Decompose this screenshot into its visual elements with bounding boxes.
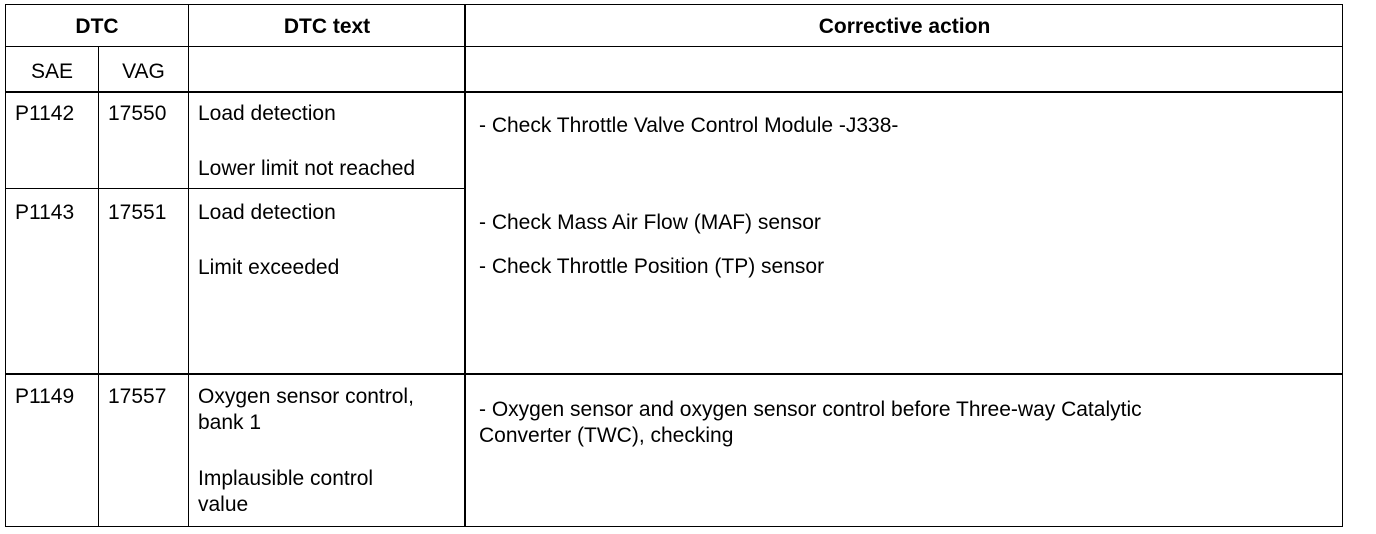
action-oxygen-sensor-line2: Converter (TWC), checking (479, 424, 734, 447)
header-corrective-action: Corrective action (818, 15, 991, 38)
vline-sae-vag (98, 46, 99, 527)
row1-sae: P1142 (15, 102, 75, 125)
row3-vag: 17557 (108, 385, 167, 408)
row3-text-line1: Oxygen sensor control, (198, 385, 414, 408)
row3-sae: P1149 (15, 385, 75, 408)
row3-text-line3: Implausible control (198, 467, 374, 490)
hline-group2 (5, 373, 1343, 375)
row2-text-line1: Load detection (198, 201, 336, 224)
row3-text-line2: bank 1 (198, 411, 262, 434)
header-dtc-text: DTC text (283, 15, 371, 38)
action-oxygen-sensor-line1: - Oxygen sensor and oxygen sensor control before Three-way Catalytic (479, 398, 1142, 421)
header-dtc: DTC (75, 15, 119, 38)
hline-header (5, 46, 1343, 47)
row2-vag: 17551 (108, 201, 167, 224)
action-check-throttle-valve: - Check Throttle Valve Control Module -J338- (479, 114, 899, 137)
hline-row1-row2 (5, 188, 465, 189)
row1-text-line2: Lower limit not reached (198, 157, 416, 180)
vline-text-action (464, 4, 466, 527)
row3-text-line4: value (198, 493, 249, 516)
action-check-tp-sensor: - Check Throttle Position (TP) sensor (479, 255, 825, 278)
subheader-sae: SAE (30, 60, 74, 83)
hline-subheader (5, 91, 1343, 93)
row2-text-line2: Limit exceeded (198, 256, 340, 279)
row1-vag: 17550 (108, 102, 167, 125)
subheader-vag: VAG (122, 60, 165, 83)
action-check-maf-sensor: - Check Mass Air Flow (MAF) sensor (479, 211, 821, 234)
row1-text-line1: Load detection (198, 102, 336, 125)
vline-vag-text (188, 4, 189, 527)
row2-sae: P1143 (15, 201, 75, 224)
